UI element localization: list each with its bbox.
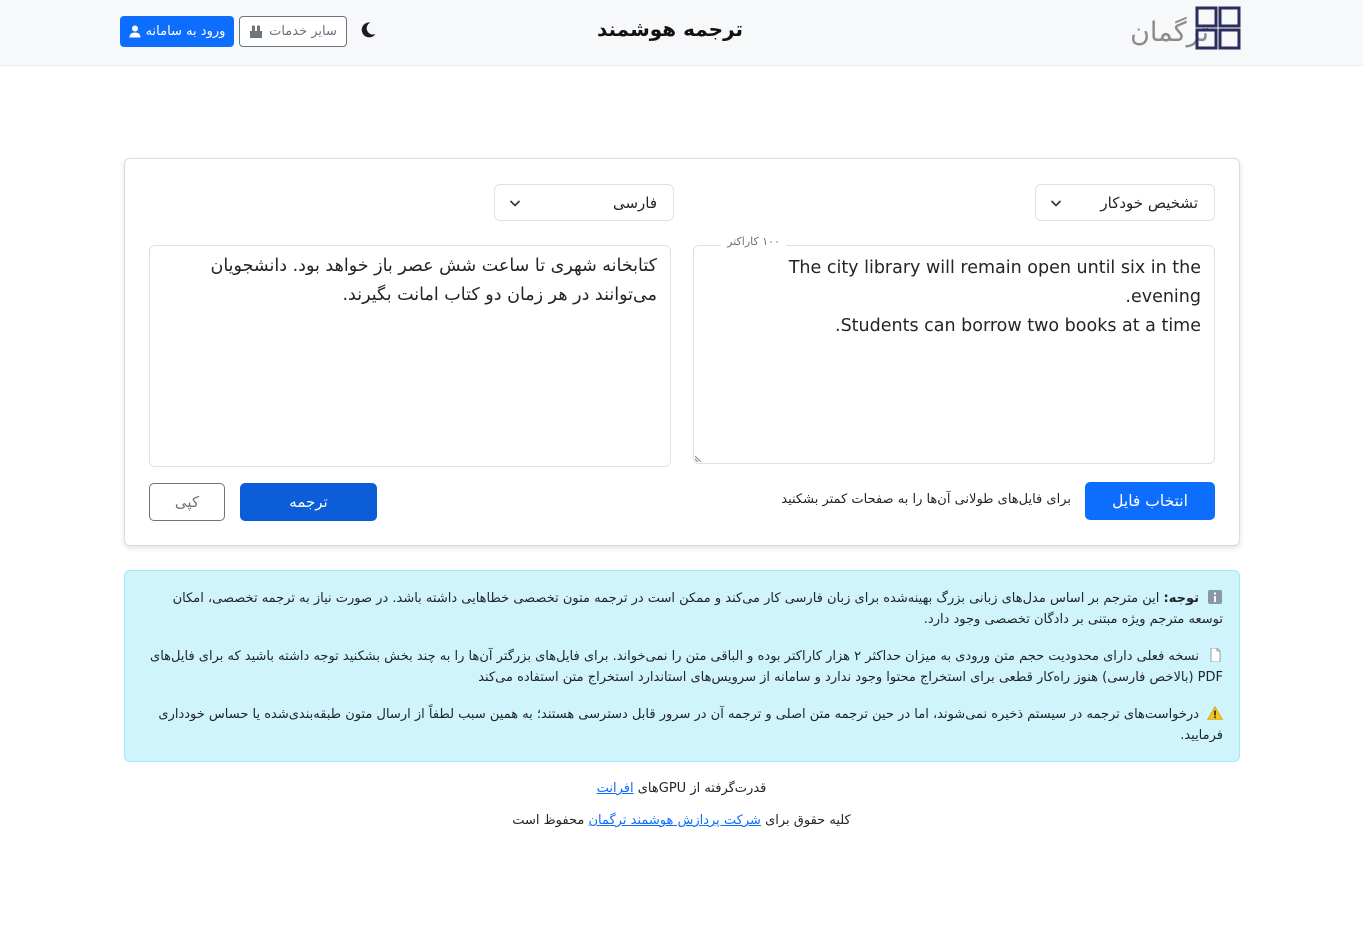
- choose-file-button[interactable]: انتخاب فایل: [1085, 482, 1215, 520]
- copy-button[interactable]: کپی: [149, 483, 225, 521]
- company-link[interactable]: شرکت پردازش هوشمند ترگمان: [588, 813, 761, 828]
- notice-paragraph: [148, 588, 1223, 630]
- target-language-select[interactable]: [494, 184, 674, 221]
- resize-handle-icon[interactable]: [695, 454, 703, 462]
- page-title: ترجمه هوشمند: [596, 17, 744, 41]
- document-icon: [1207, 648, 1223, 662]
- top-navbar: [0, 0, 1363, 66]
- notice-text: این مترجم بر اساس مدل‌های زبانی بزرگ بهینه‌شده برای زبان فارسی کار می‌کند و ممکن است در ترجمه متون تخصصی خطاهایی داشته باشد. در صورت نیاز به ترجمه تخصصی، امکان توسعه مترجم ویژه مبتنی بر دادگان تخصصی وجود دارد.: [172, 591, 1223, 627]
- puzzle-icon: [249, 25, 263, 39]
- notice-label: توجه:: [1163, 591, 1199, 606]
- copyright-prefix: کلیه حقوق برای: [765, 813, 851, 828]
- translation-output[interactable]: [149, 245, 671, 467]
- translator-card: [124, 158, 1240, 546]
- chevron-down-icon: [509, 197, 521, 209]
- translation-text: کتابخانه شهری تا ساعت شش عصر باز خواهد بود. دانشجویان می‌توانند در هر زمان دو کتاب امانت بگیرند.: [210, 256, 657, 305]
- login-button[interactable]: [120, 16, 234, 47]
- copyright-suffix: محفوظ است: [512, 813, 585, 828]
- other-services-button[interactable]: [239, 16, 347, 47]
- services-label: سایر خدمات: [269, 24, 337, 39]
- source-text-input[interactable]: [693, 245, 1215, 464]
- notice-paragraph: [148, 704, 1223, 746]
- translate-button[interactable]: ترجمه: [240, 483, 377, 521]
- powered-by-text: قدرت‌گرفته از GPUهای: [637, 781, 767, 796]
- chevron-down-icon: [1050, 197, 1062, 209]
- source-text: [711, 254, 1201, 341]
- info-icon: [1207, 590, 1223, 604]
- brand-logo-text: ترگمان: [1130, 17, 1209, 48]
- powered-by-link[interactable]: افرانت: [596, 781, 634, 796]
- warning-icon: [1207, 706, 1223, 720]
- target-language-value: فارسی: [612, 193, 657, 212]
- login-label: ورود به سامانه: [145, 24, 226, 39]
- source-text-line: Students can borrow two books at a time.: [835, 316, 1201, 336]
- powered-by: [0, 781, 1363, 796]
- source-language-select[interactable]: [1035, 184, 1215, 221]
- notice-text: درخواست‌های ترجمه در سیستم ذخیره نمی‌شوند، اما در حین ترجمه متن اصلی و ترجمه آن در سرور قابل دسترسی هستند؛ به همین سبب لطفاً از ارسال متون طبقه‌بندی‌شده یا حساس خودداری فرمایید.: [158, 707, 1223, 743]
- notice-paragraph: [148, 646, 1223, 688]
- file-hint: برای فایل‌های طولانی آن‌ها را به صفحات کمتر بشکنید: [781, 492, 1071, 507]
- source-text-line: The city library will remain open until six in the evening.: [788, 258, 1201, 307]
- source-language-value: تشخیص خودکار: [1100, 193, 1198, 212]
- notice-text: نسخه فعلی دارای محدودیت حجم متن ورودی به میزان حداکثر ۲ هزار کاراکتر بوده و الباقی متن را نمی‌خواند. برای فایل‌های بزرگتر آن‌ها را به چند بخش بشکنید توجه داشته باشید که برای فایل‌های PDF (بالاخص فارسی) هنوز راه‌کار قطعی برای استخراج محتوا وجود ندارد و سامانه از سرویس‌های استاندارد استخراج متن استفاده می‌کند: [150, 649, 1223, 685]
- user-icon: [129, 25, 141, 38]
- character-count: ۱۰۰ کاراکتر: [721, 235, 786, 248]
- notice-alert: [124, 570, 1240, 762]
- copyright: [0, 813, 1363, 828]
- moon-icon[interactable]: [358, 20, 378, 40]
